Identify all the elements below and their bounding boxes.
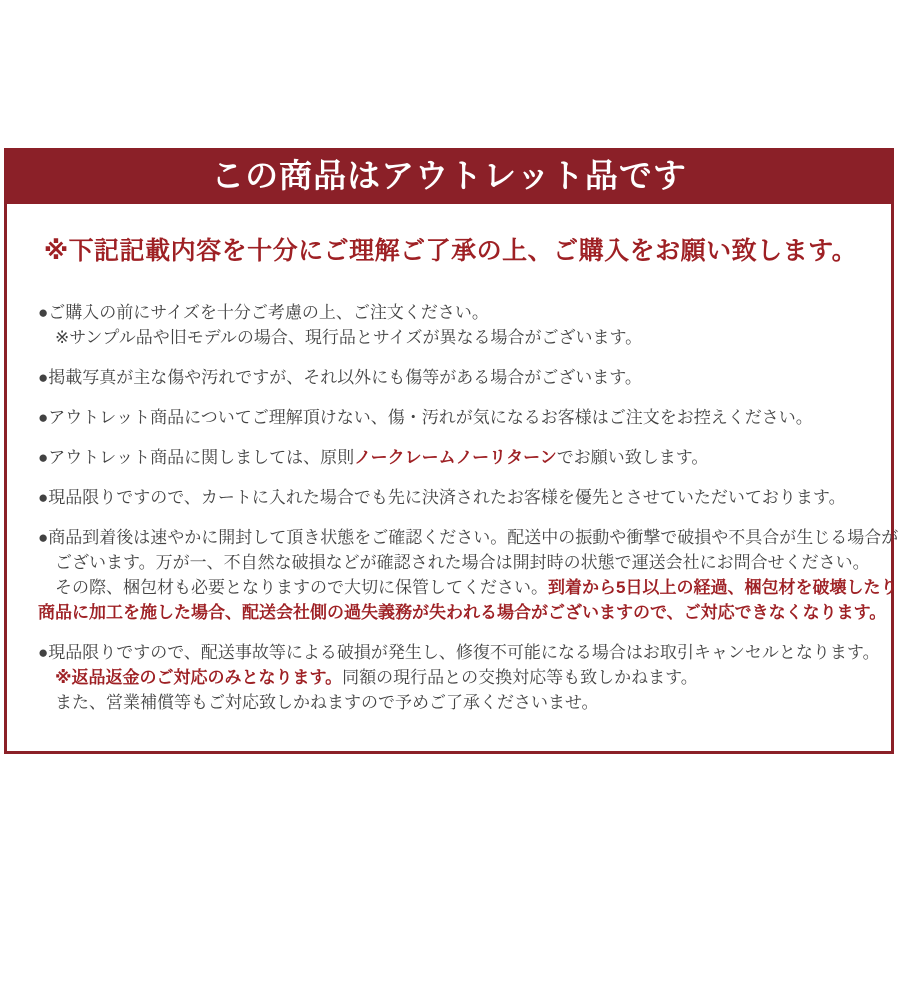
notice-text: また、営業補償等もご対応致しかねますので予めご了承くださいませ。 [55, 693, 599, 712]
notice-text-emphasis: 到着から5日以上の経過、梱包材を破壊したり [548, 578, 898, 597]
notice-line [38, 445, 863, 470]
notice-text-emphasis: 商品に加工を施した場合、配送会社側の過失義務が失われる場合がございますので、ご対応できなくなります。 [38, 603, 887, 622]
notice-item-photos [38, 365, 863, 390]
notice-text-emphasis: ノークレームノーリターン [354, 448, 557, 467]
notice-item-cancel [38, 640, 880, 715]
notice-text: でお願い致します。 [556, 448, 709, 467]
banner-title: この商品はアウトレット品です [211, 157, 687, 194]
outlet-banner [4, 148, 894, 204]
notice-line [38, 665, 863, 690]
notice-text-emphasis: ※返品返金のご対応のみとなります。 [55, 668, 343, 687]
notice-line [38, 600, 887, 625]
notice-text: ※サンプル品や旧モデルの場合、現行品とサイズが異なる場合がございます。 [55, 328, 643, 347]
notice-item-size [38, 300, 863, 350]
notice-text: ●現品限りですので、カートに入れた場合でも先に決済されたお客様を優先とさせていただいております。 [38, 488, 846, 507]
notice-text: その際、梱包材も必要となりますので大切に保管してください。 [55, 578, 548, 597]
notice-text: 同額の現行品との交換対応等も致しかねます。 [342, 668, 698, 687]
notice-line [38, 405, 863, 430]
notice-text: ●アウトレット商品に関しましては、原則 [38, 448, 355, 467]
notice-item-inspection [38, 525, 899, 625]
notice-text: ●現品限りですので、配送事故等による破損が発生し、修復不可能になる場合はお取引キャンセルとなります。 [38, 643, 880, 662]
notice-item-refrain [38, 405, 863, 430]
notice-box [4, 204, 899, 754]
notice-line [38, 300, 863, 325]
notice-line [38, 575, 898, 600]
notice-line [38, 640, 880, 665]
notice-text: ●商品到着後は速やかに開封して頂き状態をご確認ください。配送中の振動や衝撃で破損や不具合が生じる場合が [38, 528, 899, 547]
notice-line [38, 550, 870, 575]
notice-line [38, 525, 899, 550]
notice-heading: ※下記記載内容を十分にご理解ご了承の上、ご購入をお願い致します。 [43, 237, 858, 265]
notice-text: ●アウトレット商品についてご理解頂けない、傷・汚れが気になるお客様はご注文をお控えください。 [38, 408, 813, 427]
notice-line [38, 365, 863, 390]
notice-subnote [38, 325, 863, 350]
notice-text: ●ご購入の前にサイズを十分ご考慮の上、ご注文ください。 [38, 303, 489, 322]
notice-text: ●掲載写真が主な傷や汚れですが、それ以外にも傷等がある場合がございます。 [38, 368, 642, 387]
notice-line [38, 485, 863, 510]
notice-content [4, 148, 899, 754]
notice-text: ございます。万が一、不自然な破損などが確認された場合は開封時の状態で運送会社にお問合せください。 [55, 553, 870, 572]
notice-item-first-payment [38, 485, 863, 510]
notice-item-no-claim [38, 445, 863, 470]
notice-line [38, 690, 863, 715]
